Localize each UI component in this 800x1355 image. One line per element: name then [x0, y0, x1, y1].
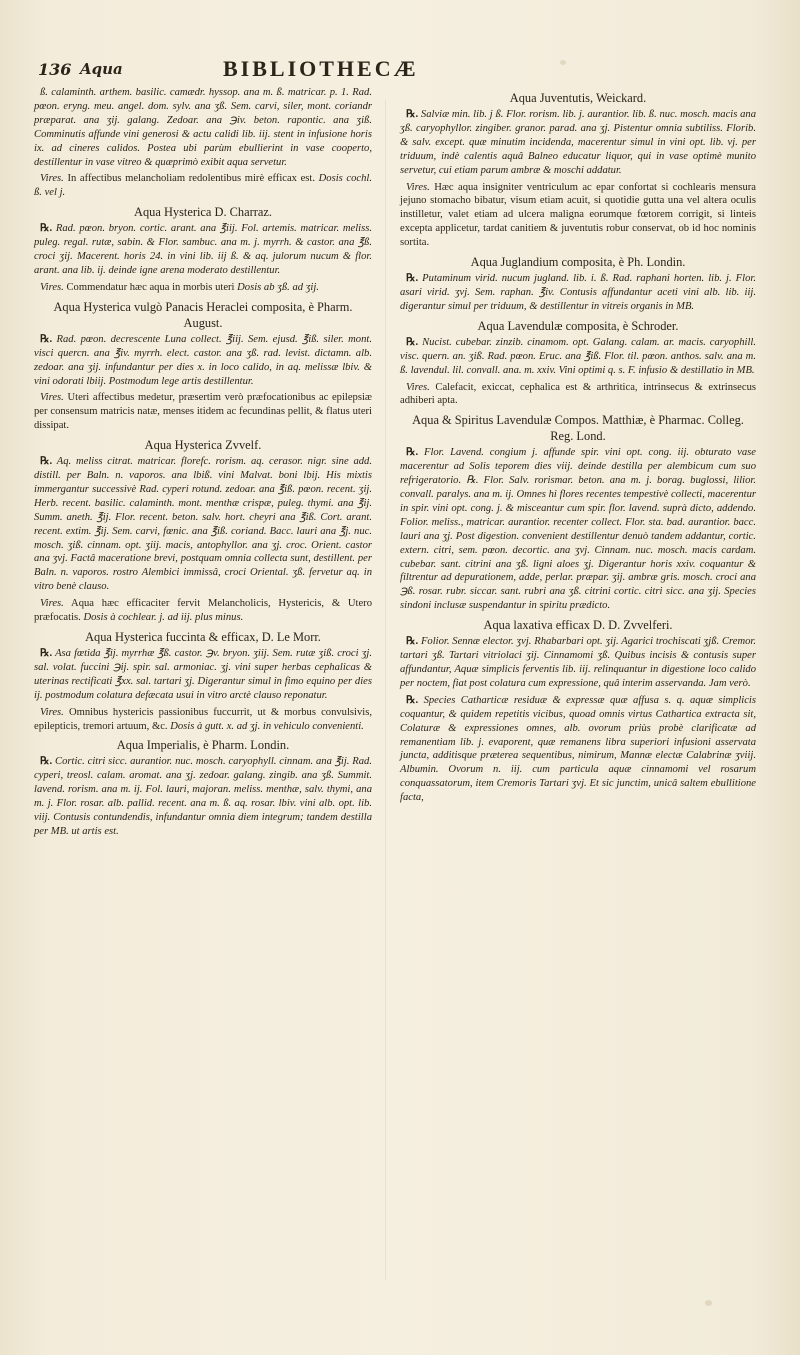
recipe-paragraph — [400, 336, 756, 378]
recipe-text: Cortic. citri sicc. aurantior. nuc. mosch. caryophyll. cinnam. ana ℥ij. Rad. cyperi, treosl. calam. aromat. ana ʒj. zedoar. galang. zingib. ana ʒß. Summit. lavend. rorism. ana m. ij. Fol. lauri, majoran. meliss. menthæ, salv. thymi, ana m. j. Flor. rosar. alb. pallid. recent. ana m. ß. aq. rosar. lbiv. vini alb. opt. lib. viij. Contusis contundendis, infundantur omnia diem integrum; tandem destilla per MB. ut artis est. — [34, 756, 372, 837]
recipe-symbol: ℞. — [406, 447, 419, 459]
vires-text: Aqua hæc efficaciter fervit Melancholicis, Hystericis, & Utero præfocatis. — [34, 598, 372, 624]
recipe-symbol: ℞. — [406, 109, 419, 120]
vires-paragraph — [34, 706, 372, 734]
recipe-heading: Aqua Hysterica D. Charraz. — [134, 205, 272, 220]
recipe-symbol: ℞. — [40, 223, 53, 235]
dose-text: Dosis cochl. ß. vel j. — [34, 173, 372, 199]
header-catchword: Aqua — [80, 60, 123, 78]
running-title: BIBLIOTHECÆ — [223, 56, 419, 81]
recipe-paragraph — [34, 455, 372, 594]
vires-text: In affectibus melancholiam redolentibus mirè efficax est. — [63, 173, 319, 185]
vires-label: Vires. — [40, 281, 64, 293]
recipe-paragraph — [34, 86, 372, 169]
vires-paragraph — [400, 381, 756, 409]
recipe-symbol: ℞. — [406, 273, 419, 285]
vires-paragraph — [34, 597, 372, 625]
dose-text: Dosis ab ʒß. ad ʒij. — [237, 281, 319, 293]
recipe-symbol: ℞. — [40, 333, 53, 345]
left-column — [34, 86, 372, 842]
foxing-spot — [705, 1300, 712, 1306]
vires-label: Vires. — [40, 598, 64, 610]
vires-label: Vires. — [40, 392, 64, 404]
recipe-text: Asa fœtida ℥ij. myrrhæ ℥ß. castor. ℈v. bryon. ʒiij. Sem. rutæ ʒiß. croci ʒj. sal. volat. fuccini ℈ij. spir. sal. armoniac. ʒj. vini super herbas cephalicas & uterinas rectificati ℥xx. sal. tartari ʒj. Digerantur simul in fimo equino per dies ij. postmodum colatura defæcata usui in vitro arctè clauso reponatur. — [34, 648, 372, 701]
recipe-paragraph — [400, 635, 756, 691]
recipe-heading: Aqua Lavendulæ composita, è Schroder. — [477, 318, 679, 333]
recipe-text: Flor. Lavend. congium j. affunde spir. vini opt. cong. iij. obturato vase macerentur ad Solis teporem dies viij. deinde destilla per alembicum cum suo refrigeratorio. ℞. Flor. Salv. rorismar. beton. ana m. j. borag. buglossi, lilior. convall. paralys. ana m. ij. Omnes hi flores recentes tempestivè collecti, macerentur in spir. vini opt. cong. j. & misceantur cum spir. flor. lavend. suprà dicto, addendo. Folior. meliss., matricar. aurantior. recenter collect. Flor. sta. bad. aurantior. bacc. lauri ana ʒj. Post digestion. convenient destillentur denuò tandem addantur, cortic. extern. citri, sem. pœon. decortic. ana ʒvj. Cinnam. nuc. mosch. macis cardam. cubebar. sant. citrini ana ʒß. ligni aloes ʒj. Digerantur horis xxiv. coquantur & filtrentur ad depurationem, adde, perlar. præpar. ʒij. ambræ gris. mosch. croci ana ℈ß. rosar. rubr. siccar. sant. rubri ana ʒß. citrini cortic. citri sicc. ana ʒij. Species sindoni inclusæ suspendantur in spiritu prædicto. — [400, 447, 756, 612]
vires-paragraph — [34, 391, 372, 433]
recipe-text: ß. calaminth. arthem. basilic. camædr. hyssop. ana m. ß. matricar. p. 1. Rad. pœon. eryng. meu. angel. dom. sylv. ana ʒß. Sem. carvi, siler, mont. coriandr præparat. ana ʒij. galang. Zedoar. ana ℈iv. beton. rapontic. ana ʒiß. Comminutis affunde vini generosi & actu calidi lib. iij. stent in infusione horis ix. ad cineres calidos. Postea ubi parùm ebullierint in vase cooperto, destillentur in vase vitreo & quæprimò exibit aqua servetur. — [34, 87, 372, 168]
vires-label: Vires. — [40, 173, 64, 185]
recipe-heading: Aqua Hysterica vulgò Panacis Heraclei composita, è Pharm. August. — [53, 299, 353, 330]
recipe-text: Putaminum virid. nucum jugland. lib. i. ß. Rad. raphani horten. lib. j. Flor. asari virid. ʒvj. Sem. raphan. ℥iv. Contusis affundantur aceti vini alb. lib. iij. digerantur simul per triduum, & destillentur in vitreis organis in MB. — [400, 273, 756, 312]
page-number: 136 — [38, 60, 72, 79]
page-header — [38, 56, 768, 86]
recipe-text: Species Catharticæ residuæ & expressæ quæ affusa s. q. aquæ simplicis coquantur, & quidem repetitis vicibus, quoad omnis virtus Cathartica extracta sit, Colaturæ & expressiones omnes, alb. ovorum priùs probè clarificatæ ad remanentiam lib. j. evaporent, quæ remanens libra superiori infusioni asservata juncta, additisque præterea sequentibus, nimirum, Mannæ electæ Calabrinæ ʒviij. Albumin. Ovorum n. iij. cum particula aquæ cinnamomi vel rosarum conquassatorum, item Cremoris Tartari ʒvj. Et sic junctim, unicâ saltem ebullitione facta, — [400, 694, 756, 804]
vires-text: Omnibus hystericis passionibus fuccurrit, ut & morbus convulsivis, epilepticis, tremori artuum, &c. — [34, 706, 372, 732]
recipe-heading: Aqua laxativa efficax D. D. Zvvelferi. — [483, 618, 673, 633]
vires-text: Calefacit, exiccat, cephalica est & arthritica, intrinsecus & extrinsecus adhiberi apta. — [400, 381, 756, 407]
recipe-paragraph — [400, 108, 756, 178]
recipe-heading: Aqua Juventutis, Weickard. — [509, 91, 647, 105]
dose-text: Dosis à gutt. x. ad ʒj. in vehiculo convenienti. — [170, 720, 364, 732]
recipe-symbol: ℞. — [406, 336, 419, 348]
recipe-paragraph — [34, 333, 372, 389]
recipe-text: Salviæ min. lib. j ß. Flor. rorism. lib. j. aurantior. lib. ß. nuc. mosch. macis ana ʒß. caryophyllor. zingiber. granor. parad. ana ʒj. Pistentur omnia subtiliss. Florib. & salv. except. quæ minutim incidenda, macerentur simul in vini opt. lib. vj. per triduum, indè calentis aquâ Balneo educatur liquor, qui in vase optimè munito servetur, cui etiam parum ambræ & moschi addatur. — [400, 109, 756, 176]
recipe-text: Rad. pœon. decrescente Luna collect. ℥iij. Sem. ejusd. ℥iß. siler. mont. visci quercn. ana ℥iv. myrrh. elect. castor. ana ʒß. rad. levist. dictamn. alb. zedoar. ana ʒij. infundantur per dies x. in loco calido, in aq. melissæ lbiv. & vini odorati lbiij. Postmodum lege artis destillentur. — [34, 333, 372, 387]
vires-text: Commendatur hæc aqua in morbis uteri — [63, 281, 238, 293]
vires-paragraph — [34, 172, 372, 200]
recipe-heading: Aqua Hysterica Zvvelf. — [144, 438, 262, 453]
recipe-heading: Aqua & Spiritus Lavendulæ Compos. Matthiæ, è Pharmac. Colleg. Reg. Lond. — [412, 413, 744, 444]
recipe-symbol: ℞. — [40, 756, 53, 768]
recipe-symbol: ℞. — [40, 456, 53, 468]
recipe-symbol: ℞. — [40, 648, 53, 659]
vires-label: Vires. — [406, 181, 430, 193]
right-column — [400, 86, 756, 808]
recipe-symbol: ℞. — [406, 636, 419, 648]
vires-paragraph — [34, 281, 372, 295]
recipe-text: Folior. Sennæ elector. ʒvj. Rhabarbari opt. ʒij. Agarici trochiscati ʒjß. Cremor. tartari ʒß. Tartari vitriolaci ʒij. Cinnamomi ʒß. Quibus incisis & contusis super affundantur, Aquæ simplicis ferventis lib. iij. relinquantur in digestione loco calido per noctem, fiat post colatura cum expressione, quâ interim asservanda. Jam verò. — [400, 636, 756, 689]
vires-text: Hæc aqua insigniter ventriculum ac epar confortat si cochlearis mensura jejuno stomacho bibatur, visum etiam acuit, si quotidie gutta una vel altera oculis instilletur, valet etiam ad ulcera maligna eorumque fœtorem corrigit, si linteis excepta applicetur, tardat canitiem & juventutis robur conservat, ob id hoc nominis sortita. — [400, 181, 756, 249]
recipe-symbol: ℞. — [406, 694, 419, 706]
vires-text: Uteri affectibus medetur, præsertim verò præfocationibus ac epilepsiæ per consensum matricis natæ, menses itidem ac fecundinas pellit, & flatus uteri dissipat. — [34, 392, 372, 432]
recipe-text: Nucist. cubebar. zinzib. cinamom. opt. Galang. calam. ar. macis. caryophill. visc. quern. an. ʒiß. Rad. pœon. Eruc. ana ℥iß. Flor. til. pœon. anthos. salv. ana m. ß. lavendul. lil. convall. ana. m. xxiv. Vini optimi q. s. F. infusio & destillatio in MB. — [400, 336, 756, 376]
recipe-paragraph — [400, 272, 756, 314]
recipe-text: Aq. meliss citrat. matricar. florefc. rorism. aq. cerasor. nigr. sine add. distill. per Baln. n. vaporos. ana lbiß. vini Malvat. boni lbij. His mixtis immergantur successivè Rad. cyperi rotund. zedoar. ana ℥iß. pœon. recent. ʒij. Herb. recent. basilic. calaminth. mont. menthæ crispæ, puleg. thymi. ana ℥ij. Summ. aneth. ℥ij. Flor. recent. beton. salv. hort. cheyri ana ℥iß. Cort. arant. recent. extim. ℥ij. Sem. carvi, fœnic. ana ℥iß. coriand. Bacc. lauri ana ℥j. nuc. mosch. ʒiß. cinnam. opt. ʒiij. macis, antophyllor. ana ʒj. croc. Orient. castor ana ʒvj. Factâ maceratione brevi, postquam omnia collecta sunt, destillent. per Baln. n. vaporos. rostro Alembici immissâ, croci Oriental. ʒß. fervetur aq. in vitro benè clauso. — [34, 456, 372, 593]
recipe-text: Rad. pœon. bryon. cortic. arant. ana ℥iij. Fol. artemis. matricar. meliss. puleg. regal. rutæ, sabin. & Flor. sambuc. ana m. j. myrrh. & castor. ana ℥ß. croci ʒij. Macerent. horis 24. in vini lib. iij ß. & aq. julorum nucum & flor. arant. ana lib. ij. deinde igne arena moderato destillentur. — [34, 223, 372, 276]
dose-text: Dosis à cochlear. j. ad iij. plus minus. — [83, 612, 244, 624]
recipe-paragraph — [34, 222, 372, 278]
vires-label: Vires. — [406, 381, 430, 393]
recipe-heading: Aqua Hysterica fuccinta & efficax, D. Le Morr. — [85, 630, 321, 644]
recipe-paragraph — [34, 755, 372, 838]
recipe-paragraph — [34, 647, 372, 703]
column-gutter — [385, 100, 386, 1280]
recipe-heading: Aqua Imperialis, è Pharm. Londin. — [116, 738, 290, 753]
vires-paragraph — [400, 181, 756, 251]
vires-label: Vires. — [40, 706, 64, 718]
recipe-paragraph — [400, 446, 756, 613]
recipe-heading: Aqua Juglandium composita, è Ph. Londin. — [470, 255, 686, 270]
recipe-paragraph — [400, 694, 756, 805]
